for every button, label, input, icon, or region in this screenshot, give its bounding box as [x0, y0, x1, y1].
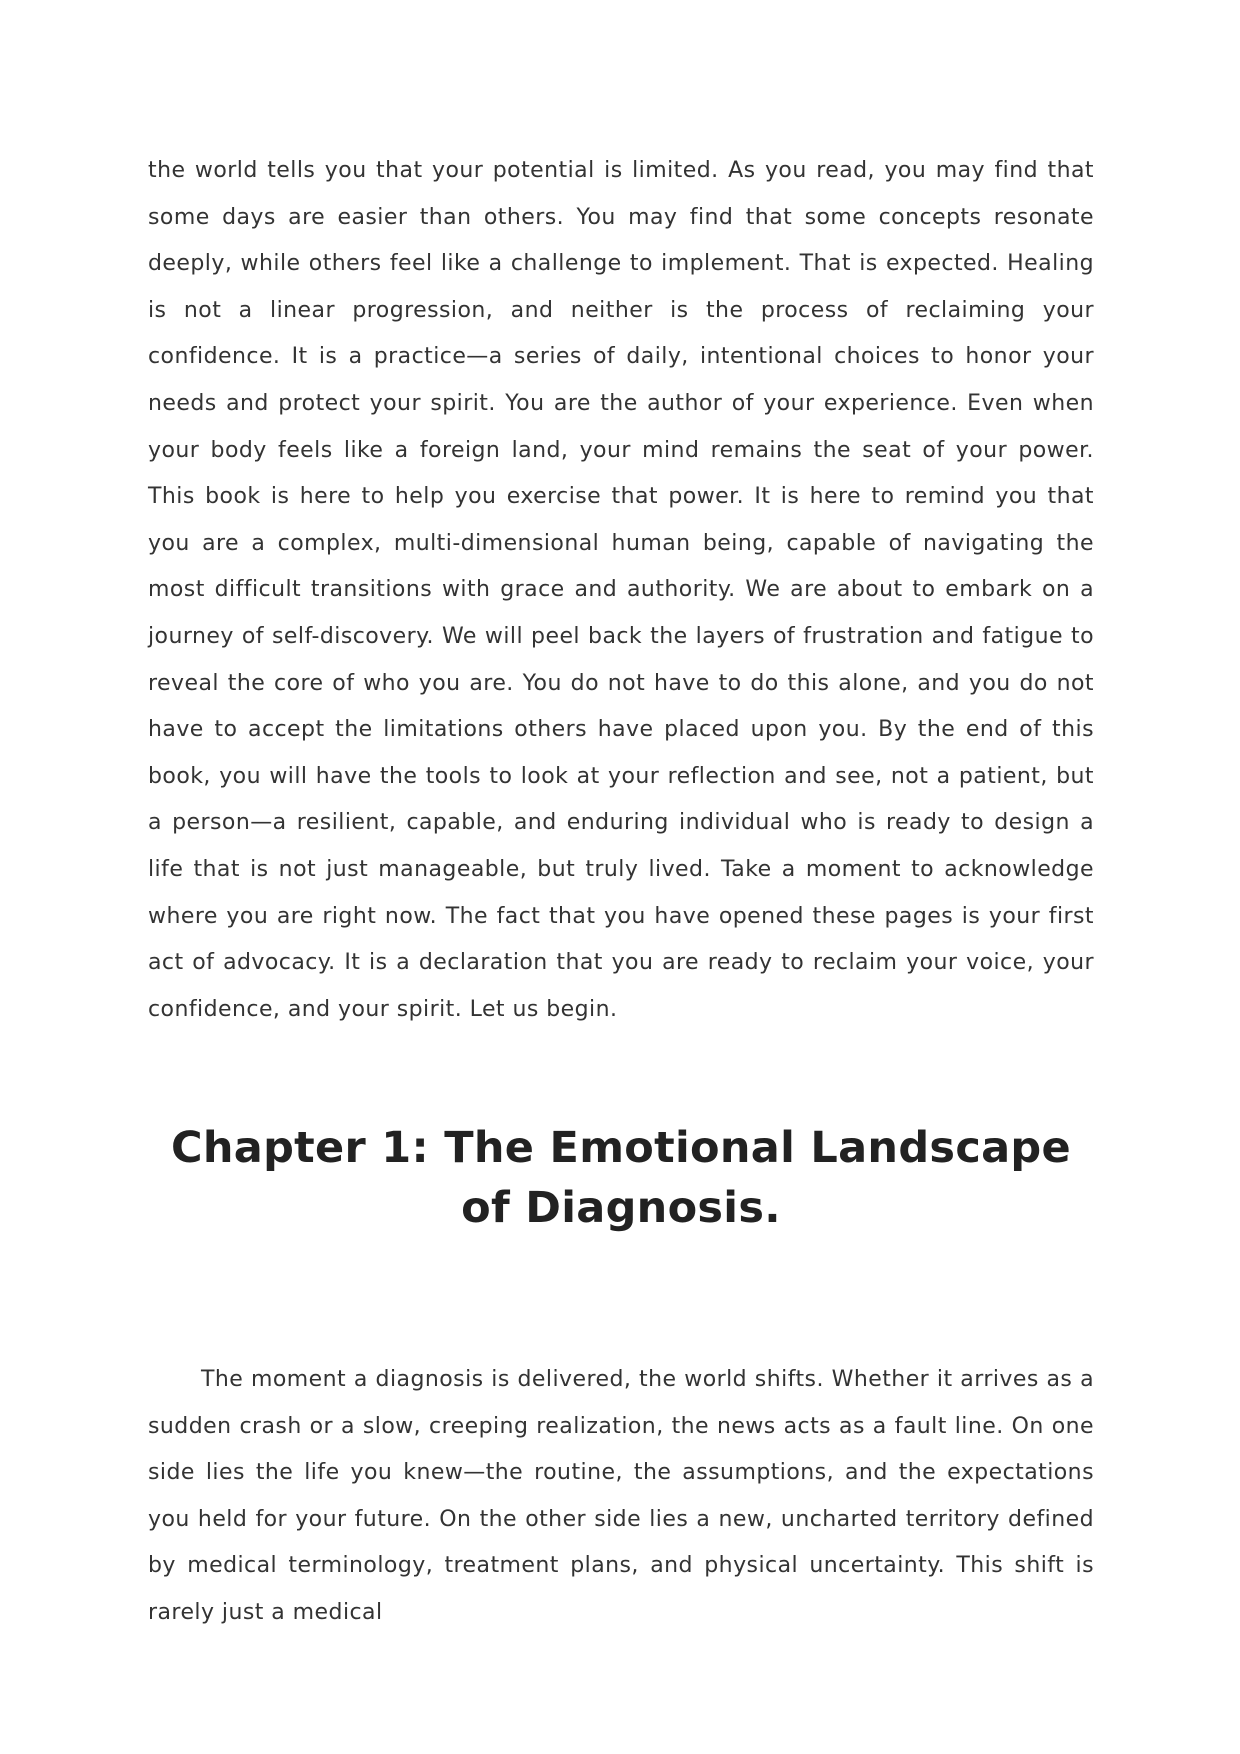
intro-paragraph: the world tells you that your potential is limited. As you read, you may find that some days are easier than others. You may find that some concepts resonate deeply, while others feel like a challenge to implement. That is expected. Healing is not a linear progression, and neither is the process of reclaiming your confidence. It is a practice—a series of daily, intentional choices to honor your needs and protect your spirit. You are the author of your experience. Even when your body feels like a foreign land, your mind remains the seat of your power. This book is here to help you exercise that power. It is here to remind you that you are a complex, multi-dimensional human being, capable of navigating the most difficult transitions with grace and authority. We are about to embark on a journey of self-discovery. We will peel back the layers of frustration and fatigue to reveal the core of who you are. You do not have to do this alone, and you do not have to accept the limitations others have placed upon you. By the end of this book, you will have the tools to look at your reflection and see, not a patient, but a person—a resilient, capable, and enduring individual who is ready to design a life that is not just manageable, but truly lived. Take a moment to acknowledge where you are right now. The fact that you have opened these pages is your first act of advocacy. It is a declaration that you are ready to reclaim your voice, your confidence, and your spirit. Let us begin.: [148, 158, 1094, 1022]
chapter-title: Chapter 1: The Emotional Landscape of Diagnosis.: [171, 1123, 1071, 1233]
chapter-opening-paragraph: The moment a diagnosis is delivered, the world shifts. Whether it arrives as a sudden crash or a slow, creeping realization, the news acts as a fault line. On one side lies the life you knew—the routine, the assumptions, and the expectations you held for your future. On the other side lies a new, uncharted territory defined by medical terminology, treatment plans, and physical uncertainty. This shift is rarely just a medical: [148, 1367, 1094, 1625]
